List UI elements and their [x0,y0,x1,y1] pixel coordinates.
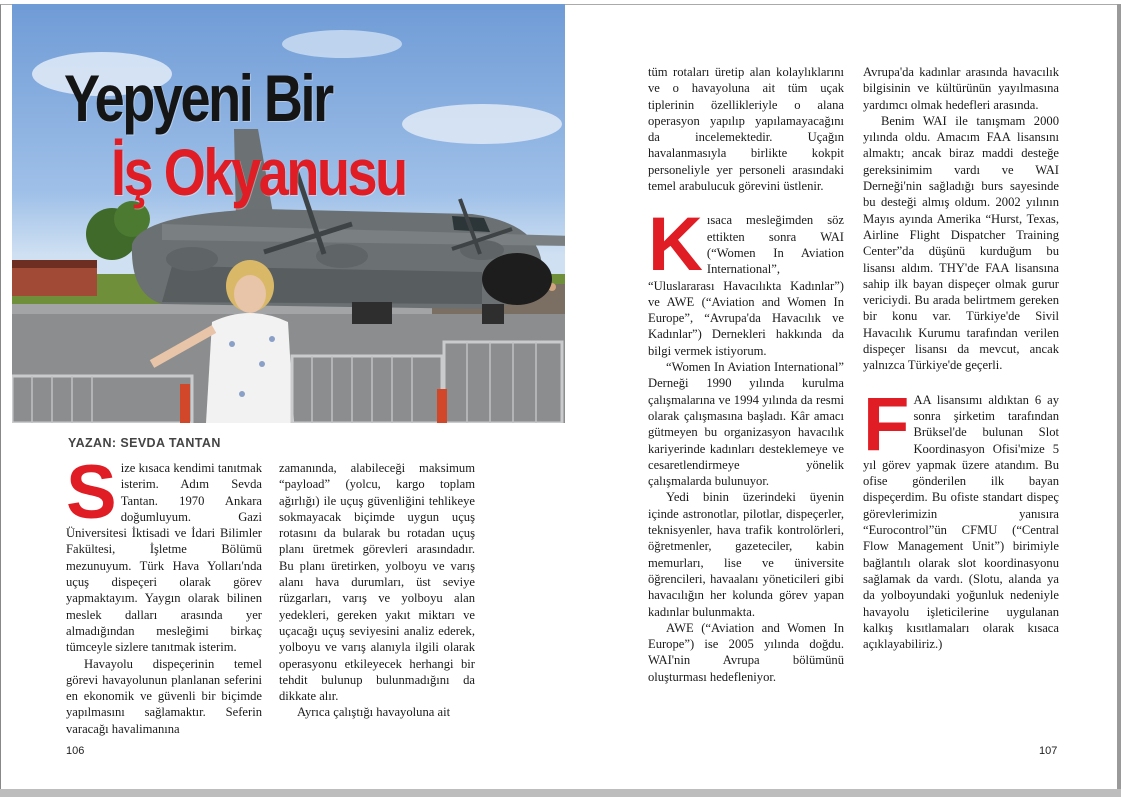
page-number-right: 107 [1039,745,1058,757]
dropcap-k: K [648,202,701,288]
text-column-2 [279,460,475,740]
page-number-left: 106 [66,745,85,757]
text-column-1 [66,460,262,740]
article-title-line-2: İş Okyanusu [111,135,406,209]
paragraph-dispatcher-role-cont: zamanında, alabileceği maksimum “payload” (yolcu, kargo toplam ağırlığı) ile uçuş güvenliğini tehlikeye sokmayacak biçimde uygun uçuş rotasını da bularak bu rotadan uçuş planı üretmek görevleri arasındadır. Bu planı üretirken, yolboyu ve varış alanı hava durumları, üst seviye rüzgarları, varış ve yolboyu alan yedekleri, gereken yakıt miktarı ve uçacağı uçuş seviyesini analiz ederek, yolboyu ve varış alanıyla ilgili olarak operasyonu etkileyecek herhangi bir tehdit bulunup bulunmadığını da dikkate alır. [279,461,475,704]
text-column-3 [648,64,844,740]
paragraph-wai-history: “Women In Aviation International” Derneği 1990 yılında kurulma çalışmalarına ve 1994 yılında da resmi olarak çalışmasına başladı. Kâr amacı gütmeyen bu organizasyon havacılık kariyerinde kadınları desteklemeye ve cesaretlendirmeye yönelik çalışmalarda bulunuyor. [648,360,844,489]
dropcap-s: S [66,460,115,535]
page-shadow-right [1117,4,1121,794]
article-title-line-1: Yepyeni Bir [64,61,332,135]
paragraph-awe-cont: Avrupa'da kadınlar arasında havacılık bilgisinin ve kültürünün yayılmasına yardımcı olmak hedefleri arasında. [863,65,1059,112]
paragraph-awe: AWE (“Aviation and Women In Europe”) ise 2005 yılında doğdu. WAI'nin Avrupa bölümünü oluşturması hedefleniyor. [648,620,844,684]
page-shadow-bottom [0,789,1121,797]
paragraph-wai-awe: ısaca mesleğimden söz ettikten sonra WAI (“Women In Aviation International”, “Uluslararası Havacılıkta Kadınlar”) ve AWE (“Aviation and Women In Europe”, “Avrupa'da Havacılık ve Kadınlar”) Dernekleri hakkında da bilgi vermek istiyorum. [648,213,844,358]
paragraph-members: Yedi binin üzerindeki üyenin içinde astronotlar, pilotlar, dispeçerler, teknisyenler, hava trafik kontrolörleri, öğretmenler, gazeteciler, kabin memurları, lise ve üniversite öğrencileri, havaalanı yöneticileri gibi havacılığın her kolunda görev yapan kadınlar bulunmakta. [648,490,844,619]
paragraph-routes-cont: tüm rotaları üretip alan kolaylıklarını ve o havayoluna ait tüm uçak tiplerinin özellikleriyle o alana operasyon yapılıp yapılamayacağını da incelemektedir. Uçağın havalanmasıyla birlikte kokpit personeliyle yer personeli arasındaki temel arabulucuk görevini üstlenir. [648,65,844,194]
byline: YAZAN: SEVDA TANTAN [68,436,221,450]
text-column-4 [863,64,1059,740]
paragraph-brussels: AA lisansımı aldıktan 6 ay sonra şirketim tarafından Brüksel'de bulunan Slot Koordinasyon Ofisi'mize 5 yıl görev yapmak üzere atandım. Bu ofise gönderilen ilk bayan dispeçerdim. Bu ofiste standart dispeç görevlerimizin yanısıra “Eurocontrol”ün CFMU (“Central Flow Management Unit”) birimiyle bağlantılı olarak slot koordinasyonu sağlamak da vardı. (Slotu, alanda ya da yolboyundaki yoğunluk nedeniyle havayolu işleticilerine uygulanan kalkış kısıtlamaları olarak kısaca açıklayabiliriz.) [863,392,1059,652]
dropcap-f: F [863,381,908,467]
paragraph-faa-license: Benim WAI ile tanışmam 2000 yılında oldu. Amacım FAA lisansını almaktı; ancak biraz maddi desteğe gereksinimim vardı ve WAI Derneği'nin sağladığı burs sayesinde bu desteği almış oldum. 2002 yılının Mayıs ayında Amerika “Hurst, Texas, Airline Flight Dispatcher Training Center”da düşünü kurduğum bu lisansı aldım. THY'de FAA lisansına sahip ilk bayan dispeçer olmak gurur vericiydi. Bu arada belirtmem gereken bir konu var. Türkiye'de Sivil Havacılık Kurumu tarafından verilen dispeçer lisansı da mevcut, ancak yalnızca Türkiye'de geçerli. [863,113,1059,373]
paragraph-routes: Ayrıca çalıştığı havayoluna ait [297,705,451,720]
paragraph-dispatcher-role: Havayolu dispeçerinin temel görevi havayolunun planlanan seferini en ekonomik ve güvenli bir biçimde yapılmasını sağlamaktır. Seferin varacağı havalimanına [66,656,262,736]
paragraph-intro: ize kısaca kendimi tanıtmak isterim. Adım Sevda Tantan. 1970 Ankara doğumluyum. Gazi Üniversitesi İktisadi ve İdari Bilimler Fakültesi, İşletme Bölümü mezunuyum. Türk Hava Yolları'nda uçuş dispeçeri olarak görev yapmaktayım. Yaygın olarak bilinen meslek dalları arasında yer almadığından mesleğimi birkaç tümceyle sizlere tanıtmak isterim. [66,461,262,655]
